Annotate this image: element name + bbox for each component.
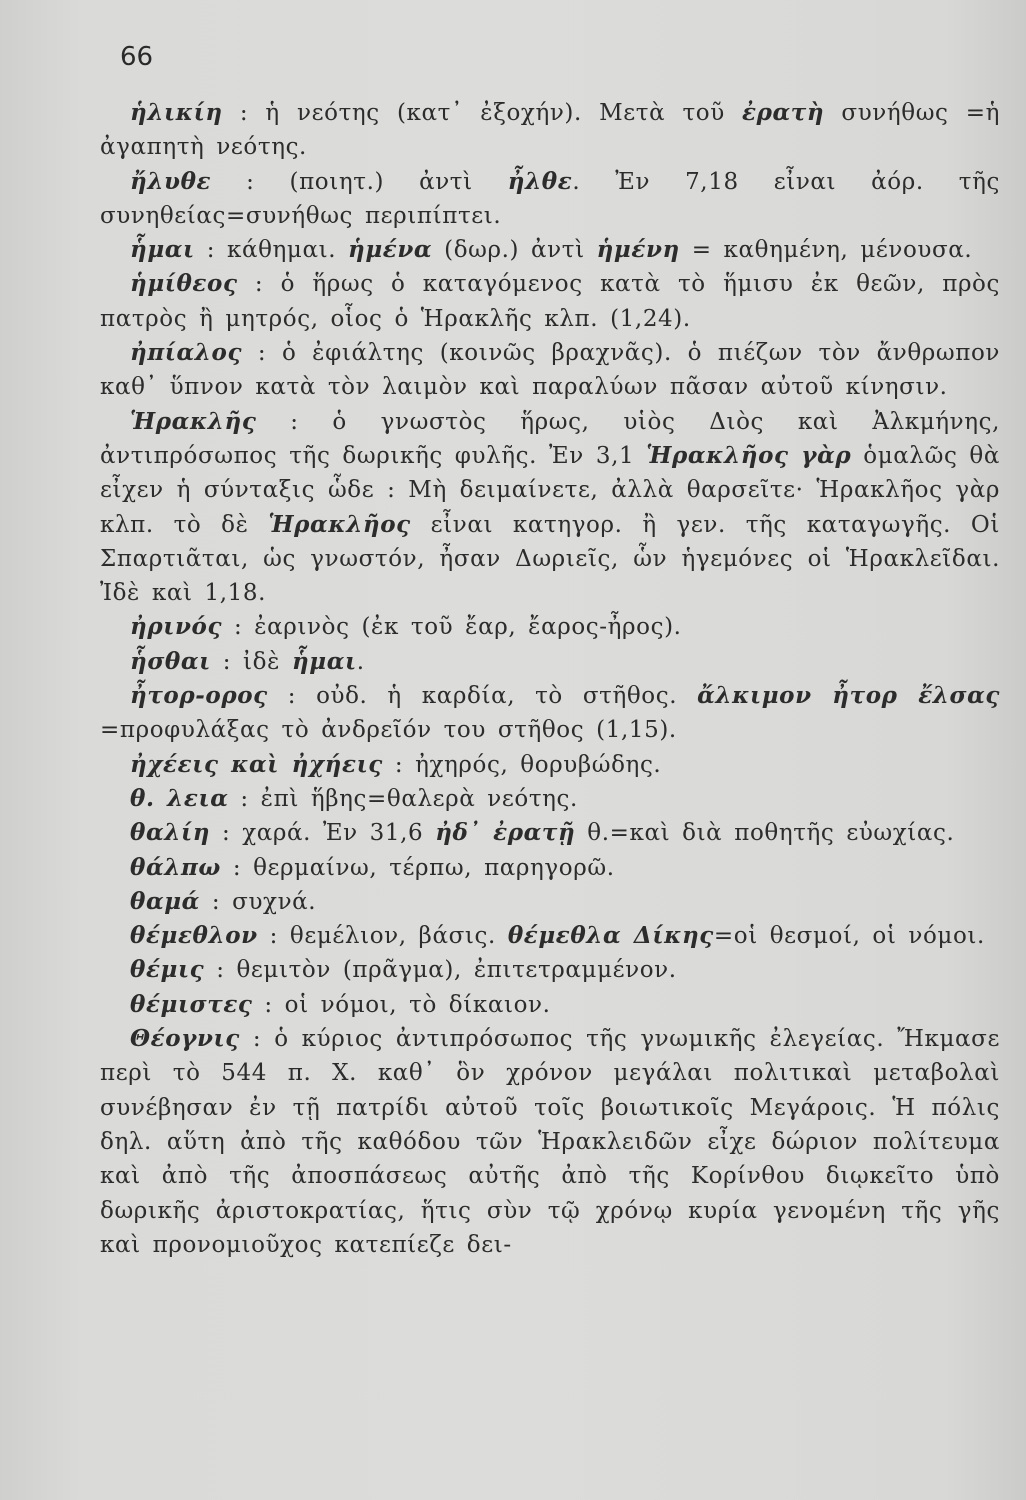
entry-headword: ἤλυθε	[130, 167, 212, 195]
entry-citation: ἦλθε	[507, 167, 573, 195]
entry-headword: θ. λεια	[130, 784, 229, 812]
glossary-entry	[100, 782, 1000, 816]
entry-definition: : θερμαίνω, τέρπω, παρηγορῶ.	[220, 854, 615, 881]
entry-citation: ἄλκιμον ἦτορ ἔλσας	[697, 682, 1000, 710]
glossary-entry	[100, 919, 1000, 953]
entry-definition: (δωρ.) ἀντὶ	[432, 237, 597, 264]
entry-citation: ἧμαι	[291, 647, 357, 675]
entry-definition: : ἠχηρός, θορυβώδης.	[382, 751, 662, 778]
glossary-entry	[100, 885, 1000, 919]
entry-definition: : θεμιτὸν (πρᾶγμα), ἐπιτετραμμένον.	[204, 957, 677, 984]
entry-definition: : κάθημαι.	[194, 237, 349, 264]
entry-headword: ἡμίθεος	[130, 270, 238, 298]
entry-citation: Ἡρακλῆος γὰρ	[646, 441, 852, 469]
entry-headword: ἠρινός	[130, 613, 223, 641]
glossary-entry	[100, 233, 1000, 267]
entry-headword: Ἡρακλῆς	[130, 407, 257, 435]
entry-headword: θέμεθλον	[130, 922, 258, 950]
entry-definition: : ἡ νεότης (κατ᾽ ἐξοχήν). Μετὰ τοῦ	[222, 100, 743, 126]
entry-headword: ἦτορ-ορος	[130, 682, 268, 710]
entry-definition: =οἱ θεσμοί, οἱ νόμοι.	[713, 923, 985, 950]
glossary-entry	[100, 336, 1000, 405]
entry-citation: θέμεθλα Δίκης	[507, 922, 714, 950]
entry-citation: ἡμένη	[596, 236, 680, 264]
entry-headword: θαμά	[130, 887, 200, 915]
entry-definition: : θεμέλιον, βάσις.	[257, 923, 508, 950]
entry-definition: : ἐπὶ ἥβης=θαλερὰ νεότης.	[228, 785, 578, 812]
glossary-entry	[100, 96, 1000, 165]
entry-definition: : ὁ κύριος ἀντιπρόσωπος τῆς γνωμικῆς ἐλεγείας. Ἤκμασε περὶ τὸ 544 π. Χ. καθ᾽ ὃν χρόνον μεγάλαι πολιτικαὶ μεταβολαὶ συνέβησαν ἐν τῇ πατρίδι αὐτοῦ τοῖς βοιωτικοῖς Μεγάροις. Ἡ πόλις δηλ. αὕτη ἀπὸ τῆς καθόδου τῶν Ἡρακλειδῶν εἶχε δώριον πολίτευμα καὶ ἀπὸ τῆς ἀποσπάσεως αὐτῆς ἀπὸ τῆς Κορίνθου διῳκεῖτο ὑπὸ δωρικῆς ἀριστοκρατίας, ἥτις σὺν τῷ χρόνῳ κυρία γενομένη τῆς γῆς καὶ προνομιοῦχος κατεπίεζε δει-	[100, 1026, 1000, 1258]
glossary-entry	[100, 953, 1000, 987]
glossary-entry	[100, 748, 1000, 782]
entry-definition: : χαρά. Ἐν 31,6	[210, 820, 436, 847]
entry-definition: .	[356, 648, 365, 675]
entry-definition: =προφυλάξας τὸ ἀνδρεῖόν του στῆθος (1,15).	[100, 717, 677, 744]
entry-citation: ἐρατὴ	[742, 99, 825, 126]
glossary-entry	[100, 851, 1000, 885]
entry-headword: ἠχέεις καὶ ἠχήεις	[130, 750, 383, 778]
glossary-entry	[100, 645, 1000, 679]
entry-definition: . Ἐν 7,18 εἶναι ἀόρ. τῆς συνηθείας=συνήθως περιπίπτει.	[100, 168, 1000, 229]
entry-headword: θέμις	[130, 956, 205, 984]
glossary-entry	[100, 267, 1000, 336]
page-number: 66	[120, 42, 154, 72]
glossary-entry	[100, 1022, 1000, 1262]
entry-definition: : ἰδὲ	[210, 648, 292, 675]
entry-definition: : (ποιητ.) ἀντὶ	[211, 168, 508, 195]
entry-definition: εἶναι κατηγορ. ἢ γεν. τῆς καταγωγῆς. Οἱ Σπαρτιᾶται, ὡς γνωστόν, ἦσαν Δωριεῖς, ὧν ἡγεμόνες οἱ Ἡρακλεῖδαι. Ἰδὲ καὶ 1,18.	[100, 511, 1000, 607]
entry-definition: ὁμαλῶς θὰ εἶχεν ἡ σύνταξις ὧδε : Μὴ δειμαίνετε, ἀλλὰ θαρσεῖτε· Ἡρακλῆος γὰρ κλπ. τὸ δὲ	[100, 442, 1001, 538]
entry-headword: θαλίη	[130, 819, 211, 847]
entry-headword: θάλπω	[130, 853, 221, 881]
entry-definition: συνήθως =ἡ ἀγαπητὴ νεότης.	[100, 100, 1000, 161]
glossary-entry	[100, 405, 1000, 611]
glossary-entry	[100, 816, 1000, 850]
entry-definition: θ.=καὶ διὰ ποθητῆς εὐωχίας.	[575, 820, 955, 847]
glossary-entry	[100, 165, 1000, 234]
entry-citation: ἠδ᾽ ἐρατῇ	[435, 819, 576, 847]
entry-definition: : οὐδ. ἡ καρδία, τὸ στῆθος.	[267, 683, 698, 710]
entry-headword: Θέογνις	[130, 1025, 240, 1053]
entry-definition: : ὁ ἐφιάλτης (κοινῶς βραχνᾶς). ὁ πιέζων τὸν ἄνθρωπον καθ᾽ ὕπνον κατὰ τὸν λαιμὸν καὶ παραλύων πᾶσαν αὐτοῦ κίνησιν.	[100, 340, 1000, 401]
entry-definition: : ἐαρινὸς (ἐκ τοῦ ἔαρ, ἔαρος-ἦρος).	[222, 614, 682, 641]
entry-citation: Ἡρακλῆος	[268, 510, 411, 538]
entry-definition: : οἱ νόμοι, τὸ δίκαιον.	[252, 991, 551, 1018]
glossary-entry	[100, 988, 1000, 1022]
entry-headword: ἡλικίη	[130, 99, 223, 126]
entry-headword: ἠπίαλος	[130, 339, 243, 367]
entry-citation: ἡμένα	[348, 236, 433, 264]
entry-definition: : ὁ ἥρως ὁ καταγόμενος κατὰ τὸ ἥμισυ ἐκ θεῶν, πρὸς πατρὸς ἢ μητρός, οἷος ὁ Ἡρακλῆς κλπ. (1,24).	[100, 271, 1000, 332]
entry-definition: : ὁ γνωστὸς ἥρως, υἱὸς Διὸς καὶ Ἀλκμήνης, ἀντιπρόσωπος τῆς δωρικῆς φυλῆς. Ἐν 3,1	[100, 408, 1000, 469]
glossary-text	[100, 96, 1000, 1262]
entry-headword: ἧσθαι	[130, 647, 211, 675]
entry-headword: θέμιστες	[130, 990, 253, 1018]
entry-headword: ἧμαι	[130, 236, 195, 264]
entry-definition: : συχνά.	[199, 888, 317, 915]
glossary-entry	[100, 679, 1000, 748]
entry-definition: = καθημένη, μένουσα.	[679, 237, 973, 264]
glossary-entry	[100, 610, 1000, 644]
